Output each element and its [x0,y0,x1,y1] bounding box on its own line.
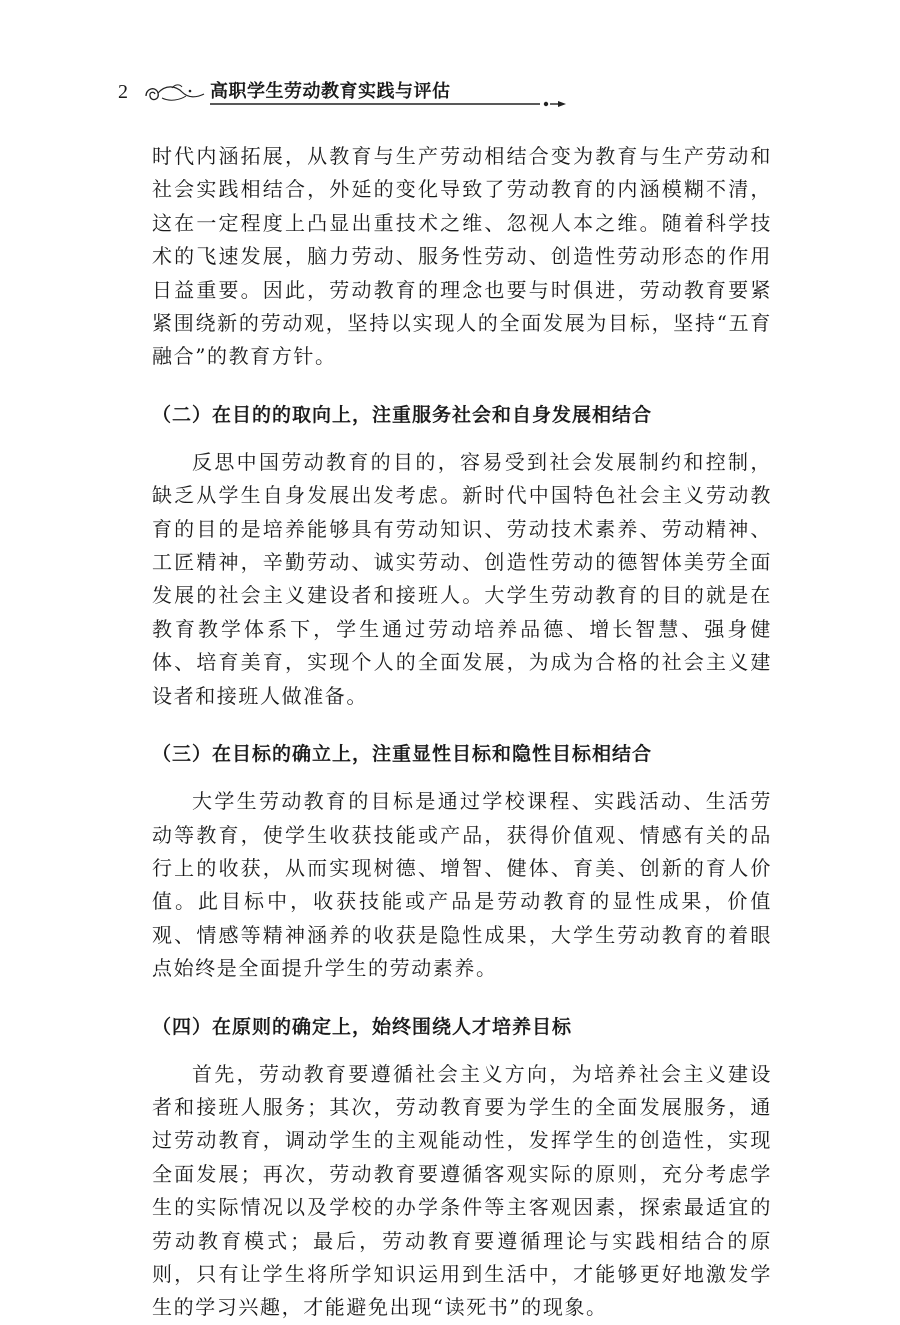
section-paragraph-4: 首先，劳动教育要遵循社会主义方向，为培养社会主义建设者和接班人服务；其次，劳动教育要为学生的全面发展服务，通过劳动教育，调动学生的主观能动性，发挥学生的创造性，实现全面发展；再次，劳动教育要遵循客观实际的原则，充分考虑学生的实际情况以及学校的办学条件等主客观因素，探索最适宜的劳动教育模式；最后，劳动教育要遵循理论与实践相结合的原则，只有让学生将所学知识运用到生活中，才能够更好地激发学生的学习兴趣，才能避免出现“读死书”的现象。 [152,1061,772,1320]
page-content [152,140,772,1325]
intro-paragraph: 时代内涵拓展，从教育与生产劳动相结合变为教育与生产劳动和社会实践相结合，外延的变化导致了劳动教育的内涵模糊不清，这在一定程度上凸显出重技术之维、忽视人本之维。随着科学技术的飞速发展，脑力劳动、服务性劳动、创造性劳动形态的作用日益重要。因此，劳动教育的理念也要与时俱进，劳动教育要紧紧围绕新的劳动观，坚持以实现人的全面发展为目标，坚持“五育融合”的教育方针。 [152,144,772,369]
book-title: 高职学生劳动教育实践与评估 [210,81,451,102]
scroll-flourish-icon [142,80,206,106]
header-rule-ornament [210,100,566,108]
section-paragraph-3: 大学生劳动教育的目标是通过学校课程、实践活动、生活劳动等教育，使学生收获技能或产品，获得价值观、情感有关的品行上的收获，从而实现树德、增智、健体、育美、创新的育人价值。此目标中，收获技能或产品是劳动教育的显性成果，价值观、情感等精神涵养的收获是隐性成果，大学生劳动教育的着眼点始终是全面提升学生的劳动素养。 [152,789,772,981]
page-number: 2 [118,81,128,103]
section-heading-4: （四）在原则的确定上，始终围绕人才培养目标 [152,1015,573,1038]
section-heading-2: （二）在目的的取向上，注重服务社会和自身发展相结合 [152,403,653,426]
running-header [118,78,478,108]
section-heading-3: （三）在目标的确立上，注重显性目标和隐性目标相结合 [152,743,653,766]
section-paragraph-2: 反思中国劳动教育的目的，容易受到社会发展制约和控制，缺乏从学生自身发展出发考虑。新时代中国特色社会主义劳动教育的目的是培养能够具有劳动知识、劳动技术素养、劳动精神、工匠精神，辛勤劳动、诚实劳动、创造性劳动的德智体美劳全面发展的社会主义建设者和接班人。大学生劳动教育的目的就是在教育教学体系下，学生通过劳动培养品德、增长智慧、强身健体、培育美育，实现个人的全面发展，为成为合格的社会主义建设者和接班人做准备。 [152,449,772,708]
